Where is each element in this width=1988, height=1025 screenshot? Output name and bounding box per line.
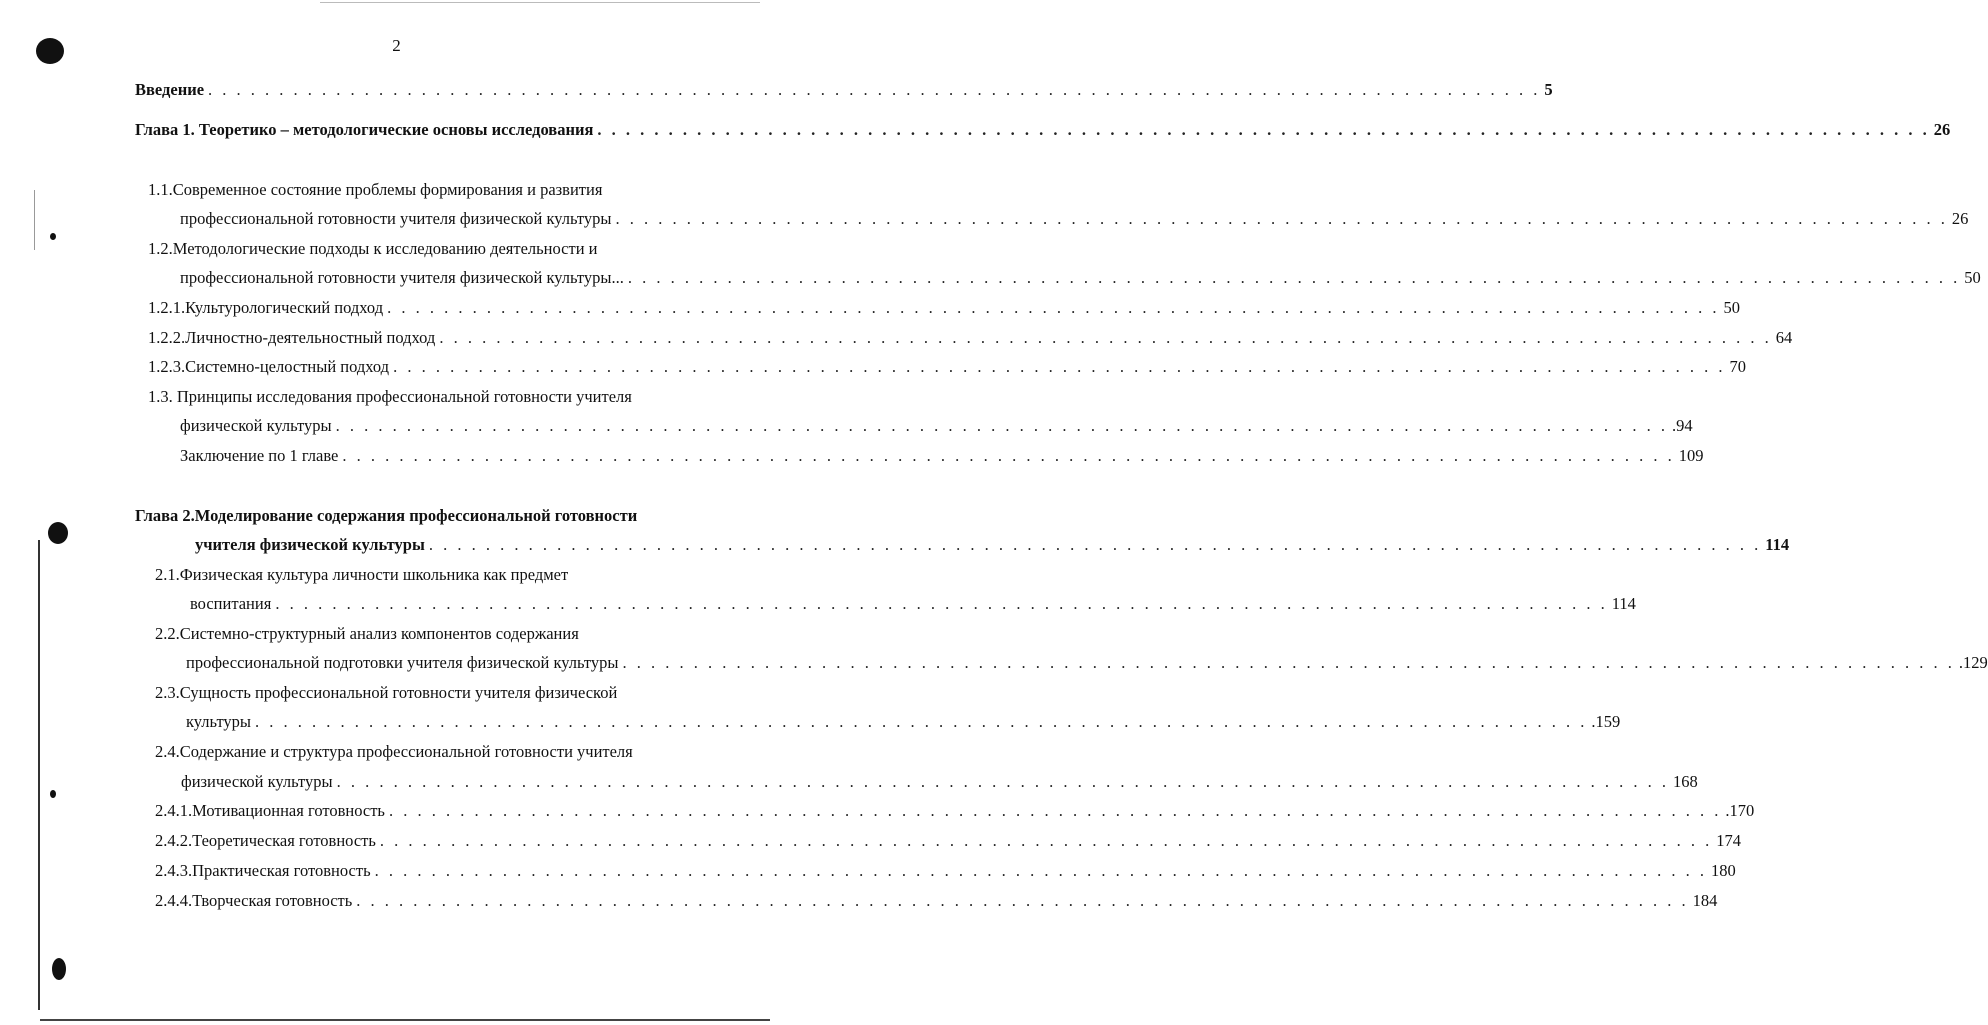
toc-entry-label: 1.2.2.Личностно-деятельностный подход bbox=[148, 328, 436, 347]
toc-page-number: .129 bbox=[1958, 653, 1988, 672]
toc-leader-dots: . . . . . . . . . . . . . . . . . . . . . . . . . . . . . . . . . . . . . . . . . . . . . . . . . . . . . . . . . . . . . . . . . . . . . . . . . . . . . . . . . . . . . . . . . . . . . . bbox=[356, 891, 1689, 910]
toc-leader-dots: . . . . . . . . . . . . . . . . . . . . . . . . . . . . . . . . . . . . . . . . . . . . . . . . . . . . . . . . . . . . . . . . . . . . . . . . . . . . . . . . . . . . . . . . . . . . . . bbox=[379, 831, 1713, 850]
toc-entry-chapter-2 bbox=[195, 535, 1790, 557]
toc-leader-dots: . . . . . . . . . . . . . . . . . . . . . . . . . . . . . . . . . . . . . . . . . . . . . . . . . . . . . . . . . . . . . . . . . . . . . . . . . . . . . . . . . . . . . . . . . . . . . . bbox=[597, 120, 1930, 139]
toc-entry-label: Введение bbox=[135, 80, 205, 99]
toc-leader-dots: . . . . . . . . . . . . . . . . . . . . . . . . . . . . . . . . . . . . . . . . . . . . . . . . . . . . . . . . . . . . . . . . . . . . . . . . . . . . . . . . . . . . . . . . . . . . . . bbox=[255, 712, 1588, 731]
toc-entry-label: культуры bbox=[186, 712, 252, 731]
toc-page-number: 109 bbox=[1678, 446, 1704, 465]
page-number: 2 bbox=[392, 36, 401, 55]
toc-page-number: 174 bbox=[1716, 831, 1742, 850]
toc-entry-1-2-line1: 1.2.Методологические подходы к исследованию деятельности и bbox=[148, 239, 598, 258]
toc-entry-conclusion-1 bbox=[180, 446, 1704, 468]
toc-leader-dots: . . . . . . . . . . . . . . . . . . . . . . . . . . . . . . . . . . . . . . . . . . . . . . . . . . . . . . . . . . . . . . . . . . . . . . . . . . . . . . . . . . . . . . . . . . . . . . bbox=[388, 801, 1722, 820]
scan-dot bbox=[50, 233, 56, 240]
toc-leader-dots: . . . . . . . . . . . . . . . . . . . . . . . . . . . . . . . . . . . . . . . . . . . . . . . . . . . . . . . . . . . . . . . . . . . . . . . . . . . . . . . . . . . . . . . . . . . . . . bbox=[374, 861, 1707, 880]
toc-entry-chapter-1 bbox=[135, 120, 1951, 142]
toc-entry-label: воспитания bbox=[190, 594, 272, 613]
toc-entry-label: 1.2.1.Культурологический подход bbox=[148, 298, 384, 317]
toc-page-number: .94 bbox=[1672, 416, 1693, 435]
toc-page-number: .159 bbox=[1591, 712, 1621, 731]
toc-entry-1-2 bbox=[180, 268, 1981, 290]
toc-page-number: 64 bbox=[1775, 328, 1793, 347]
toc-leader-dots: . . . . . . . . . . . . . . . . . . . . . . . . . . . . . . . . . . . . . . . . . . . . . . . . . . . . . . . . . . . . . . . . . . . . . . . . . . . . . . . . . . . . . . . . . . . . . . bbox=[342, 446, 1675, 465]
punch-hole-mark bbox=[52, 958, 66, 980]
toc-entry-2-1-line1: 2.1.Физическая культура личности школьника как предмет bbox=[155, 565, 569, 584]
toc-page-number: 50 bbox=[1723, 298, 1740, 317]
toc-entry-2-3-line1: 2.3.Сущность профессиональной готовности учителя физической bbox=[155, 683, 618, 702]
toc-entry-1-2-1 bbox=[148, 298, 1740, 320]
toc-entry-1-2-2 bbox=[148, 328, 1793, 350]
toc-entry-label: учителя физической культуры bbox=[195, 535, 425, 554]
scan-left-edge bbox=[38, 540, 40, 1010]
toc-entry-2-4-2 bbox=[155, 831, 1742, 853]
toc-entry-1-1-line1: 1.1.Современное состояние проблемы формирования и развития bbox=[148, 180, 603, 199]
toc-entry-label: Заключение по 1 главе bbox=[180, 446, 339, 465]
toc-page-number: 26 bbox=[1933, 120, 1951, 139]
toc-leader-dots: . . . . . . . . . . . . . . . . . . . . . . . . . . . . . . . . . . . . . . . . . . . . . . . . . . . . . . . . . . . . . . . . . . . . . . . . . . . . . . . . . . . . . . . . . . . . . . bbox=[622, 653, 1955, 672]
toc-leader-dots: . . . . . . . . . . . . . . . . . . . . . . . . . . . . . . . . . . . . . . . . . . . . . . . . . . . . . . . . . . . . . . . . . . . . . . . . . . . . . . . . . . . . . . . . . . . . . . bbox=[627, 268, 1961, 287]
toc-entry-2-3 bbox=[186, 712, 1621, 734]
toc-leader-dots: . . . . . . . . . . . . . . . . . . . . . . . . . . . . . . . . . . . . . . . . . . . . . . . . . . . . . . . . . . . . . . . . . . . . . . . . . . . . . . . . . . . . . . . . . . . . . . bbox=[208, 80, 1541, 99]
scan-bottom-edge bbox=[40, 1019, 770, 1021]
toc-leader-dots: . . . . . . . . . . . . . . . . . . . . . . . . . . . . . . . . . . . . . . . . . . . . . . . . . . . . . . . . . . . . . . . . . . . . . . . . . . . . . . . . . . . . . . . . . . . . . . bbox=[615, 209, 1948, 228]
toc-page-number: 70 bbox=[1729, 357, 1746, 376]
toc-entry-2-1 bbox=[190, 594, 1636, 616]
toc-entry-label: профессиональной готовности учителя физической культуры... bbox=[180, 268, 624, 287]
toc-entry-label: 2.4.4.Творческая готовность bbox=[155, 891, 353, 910]
toc-entry-2-4-1 bbox=[155, 801, 1755, 823]
toc-entry-2-4-4 bbox=[155, 891, 1718, 913]
toc-page-number: 50 bbox=[1964, 268, 1981, 287]
toc-leader-dots: . . . . . . . . . . . . . . . . . . . . . . . . . . . . . . . . . . . . . . . . . . . . . . . . . . . . . . . . . . . . . . . . . . . . . . . . . . . . . . . . . . . . . . . . . . . . . . bbox=[335, 416, 1669, 435]
toc-entry-1-1 bbox=[180, 209, 1969, 231]
toc-entry-2-4 bbox=[181, 772, 1698, 794]
toc-entry-label: профессиональной готовности учителя физической культуры bbox=[180, 209, 612, 228]
toc-entry-2-4-line1: 2.4.Содержание и структура профессиональной готовности учителя bbox=[155, 742, 633, 761]
toc-page-number: 26 bbox=[1951, 209, 1969, 228]
toc-entry-1-2-3 bbox=[148, 357, 1746, 379]
scan-top-edge bbox=[320, 2, 760, 3]
toc-page-number: 114 bbox=[1611, 594, 1636, 613]
toc-entry-label: физической культуры bbox=[181, 772, 333, 791]
toc-entry-2-4-3 bbox=[155, 861, 1736, 883]
toc-leader-dots: . . . . . . . . . . . . . . . . . . . . . . . . . . . . . . . . . . . . . . . . . . . . . . . . . . . . . . . . . . . . . . . . . . . . . . . . . . . . . . . . . . . . . . . . . . . . . . bbox=[275, 594, 1608, 613]
toc-entry-label: Глава 1. Теоретико – методологические основы исследования bbox=[135, 120, 594, 139]
toc-entry-chapter-2-line1: Глава 2.Моделирование содержания профессиональной готовности bbox=[135, 506, 638, 525]
toc-entry-label: 1.2.3.Системно-целостный подход bbox=[148, 357, 390, 376]
toc-page-number: 180 bbox=[1710, 861, 1736, 880]
toc-leader-dots: . . . . . . . . . . . . . . . . . . . . . . . . . . . . . . . . . . . . . . . . . . . . . . . . . . . . . . . . . . . . . . . . . . . . . . . . . . . . . . . . . . . . . . . . . . . . . . bbox=[439, 328, 1772, 347]
toc-leader-dots: . . . . . . . . . . . . . . . . . . . . . . . . . . . . . . . . . . . . . . . . . . . . . . . . . . . . . . . . . . . . . . . . . . . . . . . . . . . . . . . . . . . . . . . . . . . . . . bbox=[393, 357, 1726, 376]
toc-page-number: 184 bbox=[1692, 891, 1718, 910]
scan-dot bbox=[50, 790, 56, 798]
toc-page-number: .170 bbox=[1725, 801, 1755, 820]
toc-entry-1-3 bbox=[180, 416, 1693, 438]
toc-entry-2-2 bbox=[186, 653, 1988, 675]
toc-entry-label: 2.4.3.Практическая готовность bbox=[155, 861, 371, 880]
toc-entry-label: профессиональной подготовки учителя физической культуры bbox=[186, 653, 619, 672]
toc-leader-dots: . . . . . . . . . . . . . . . . . . . . . . . . . . . . . . . . . . . . . . . . . . . . . . . . . . . . . . . . . . . . . . . . . . . . . . . . . . . . . . . . . . . . . . . . . . . . . . bbox=[428, 535, 1762, 554]
toc-leader-dots: . . . . . . . . . . . . . . . . . . . . . . . . . . . . . . . . . . . . . . . . . . . . . . . . . . . . . . . . . . . . . . . . . . . . . . . . . . . . . . . . . . . . . . . . . . . . . . bbox=[336, 772, 1670, 791]
punch-hole-mark bbox=[48, 522, 68, 544]
toc-entry-label: 2.4.1.Мотивационная готовность bbox=[155, 801, 385, 820]
toc-page-number: 168 bbox=[1673, 772, 1698, 791]
toc-page-number: 5 bbox=[1544, 80, 1553, 99]
toc-entry-1-3-line1: 1.3. Принципы исследования профессиональной готовности учителя bbox=[148, 387, 632, 406]
toc-entry-2-2-line1: 2.2.Системно-структурный анализ компонентов содержания bbox=[155, 624, 579, 643]
toc-leader-dots: . . . . . . . . . . . . . . . . . . . . . . . . . . . . . . . . . . . . . . . . . . . . . . . . . . . . . . . . . . . . . . . . . . . . . . . . . . . . . . . . . . . . . . . . . . . . . . bbox=[387, 298, 1720, 317]
scan-left-edge-faint bbox=[34, 190, 35, 250]
toc-entry-introduction bbox=[135, 80, 1553, 102]
toc-entry-label: физической культуры bbox=[180, 416, 332, 435]
toc-page-number: 114 bbox=[1765, 535, 1790, 554]
toc-entry-label: 2.4.2.Теоретическая готовность bbox=[155, 831, 376, 850]
